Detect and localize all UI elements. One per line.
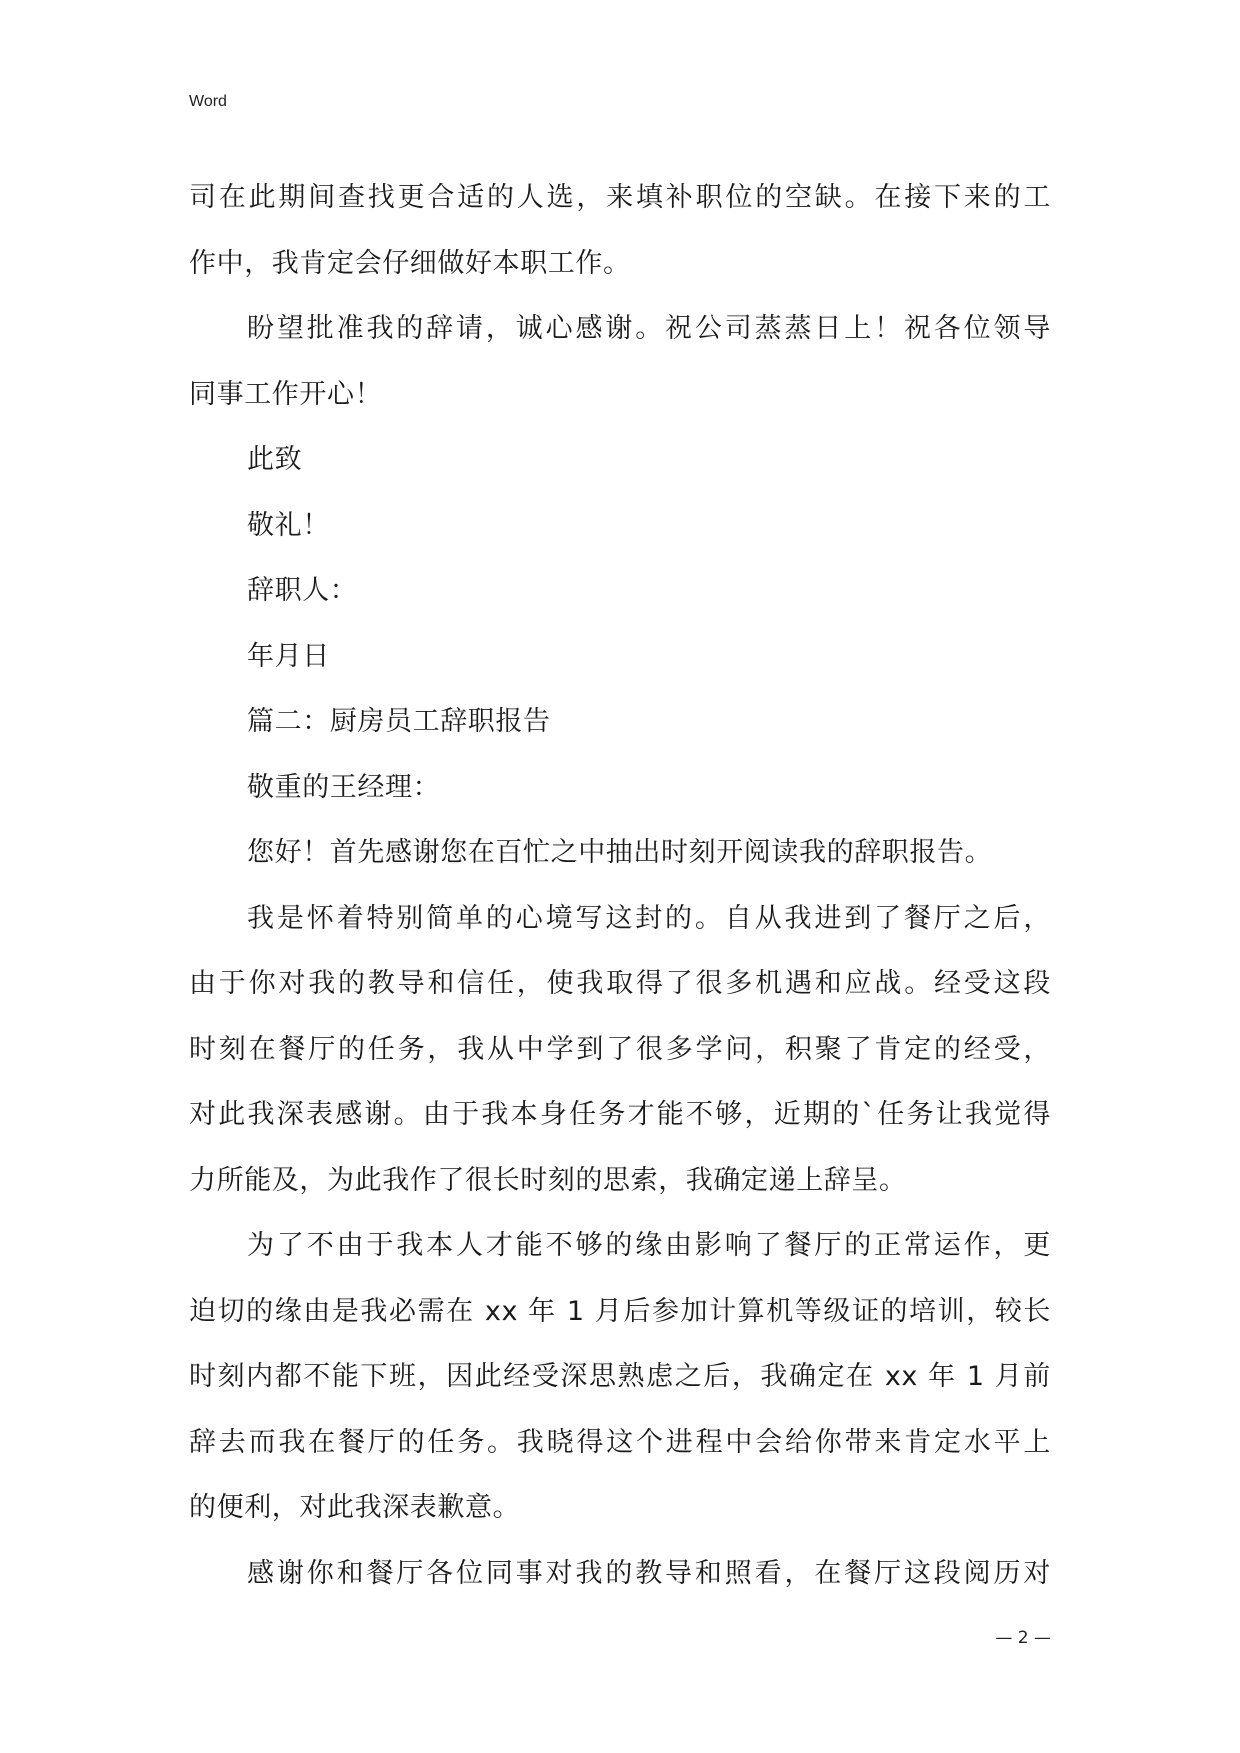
text-line: 敬重的王经理： (247, 771, 441, 803)
text-line: 由于你对我的教导和信任，使我取得了很多机遇和应战。经受这段 (189, 968, 1051, 999)
text-line: 司在此期间查找更合适的人选，来填补职位的空缺。在接下来的工 (189, 182, 1051, 213)
document-body (189, 165, 1051, 1606)
text-line: 感谢你和餐厅各位同事对我的教导和照看，在餐厅这段阅历对 (247, 1557, 1051, 1589)
text-line: 篇二：厨房员工辞职报告 (247, 706, 551, 737)
text-line: 时刻内都不能下班，因此经受深思熟虑之后，我确定在 xx 年 1 月前 (189, 1361, 1051, 1392)
text-line: 时刻在餐厅的任务，我从中学到了很多学问，积聚了肯定的经受， (189, 1033, 1051, 1065)
text-line: 此致 (247, 444, 303, 475)
text-line: 辞职人： (247, 575, 358, 606)
text-line: 对此我深表感谢。由于我本身任务才能不够，近期的`任务让我觉得 (189, 1099, 1051, 1130)
text-line: 迫切的缘由是我必需在 xx 年 1 月后参加计算机等级证的培训，较长 (189, 1295, 1051, 1327)
header-label: Word (189, 93, 227, 110)
text-line: 盼望批准我的辞请，诚心感谢。祝公司蒸蒸日上！祝各位领导 (247, 313, 1051, 344)
text-line: 同事工作开心！ (189, 378, 383, 410)
text-line: 敬礼！ (247, 509, 330, 541)
page-number: — 2 — (995, 1628, 1051, 1648)
text-line: 作中，我肯定会仔细做好本职工作。 (189, 247, 631, 279)
text-line: 您好！首先感谢您在百忙之中抽出时刻开阅读我的辞职报告。 (247, 837, 993, 868)
text-line: 年月日 (247, 640, 330, 672)
text-line: 辞去而我在餐厅的任务。我晓得这个进程中会给你带来肯定水平上 (189, 1426, 1051, 1458)
text-line: 力所能及，为此我作了很长时刻的思索，我确定递上辞呈。 (189, 1164, 907, 1196)
text-line: 为了不由于我本人才能不够的缘由影响了餐厅的正常运作，更 (247, 1230, 1051, 1261)
text-line: 的便利，对此我深表歉意。 (189, 1492, 521, 1523)
text-line: 我是怀着特别简单的心境写这封的。自从我进到了餐厅之后， (247, 902, 1051, 934)
